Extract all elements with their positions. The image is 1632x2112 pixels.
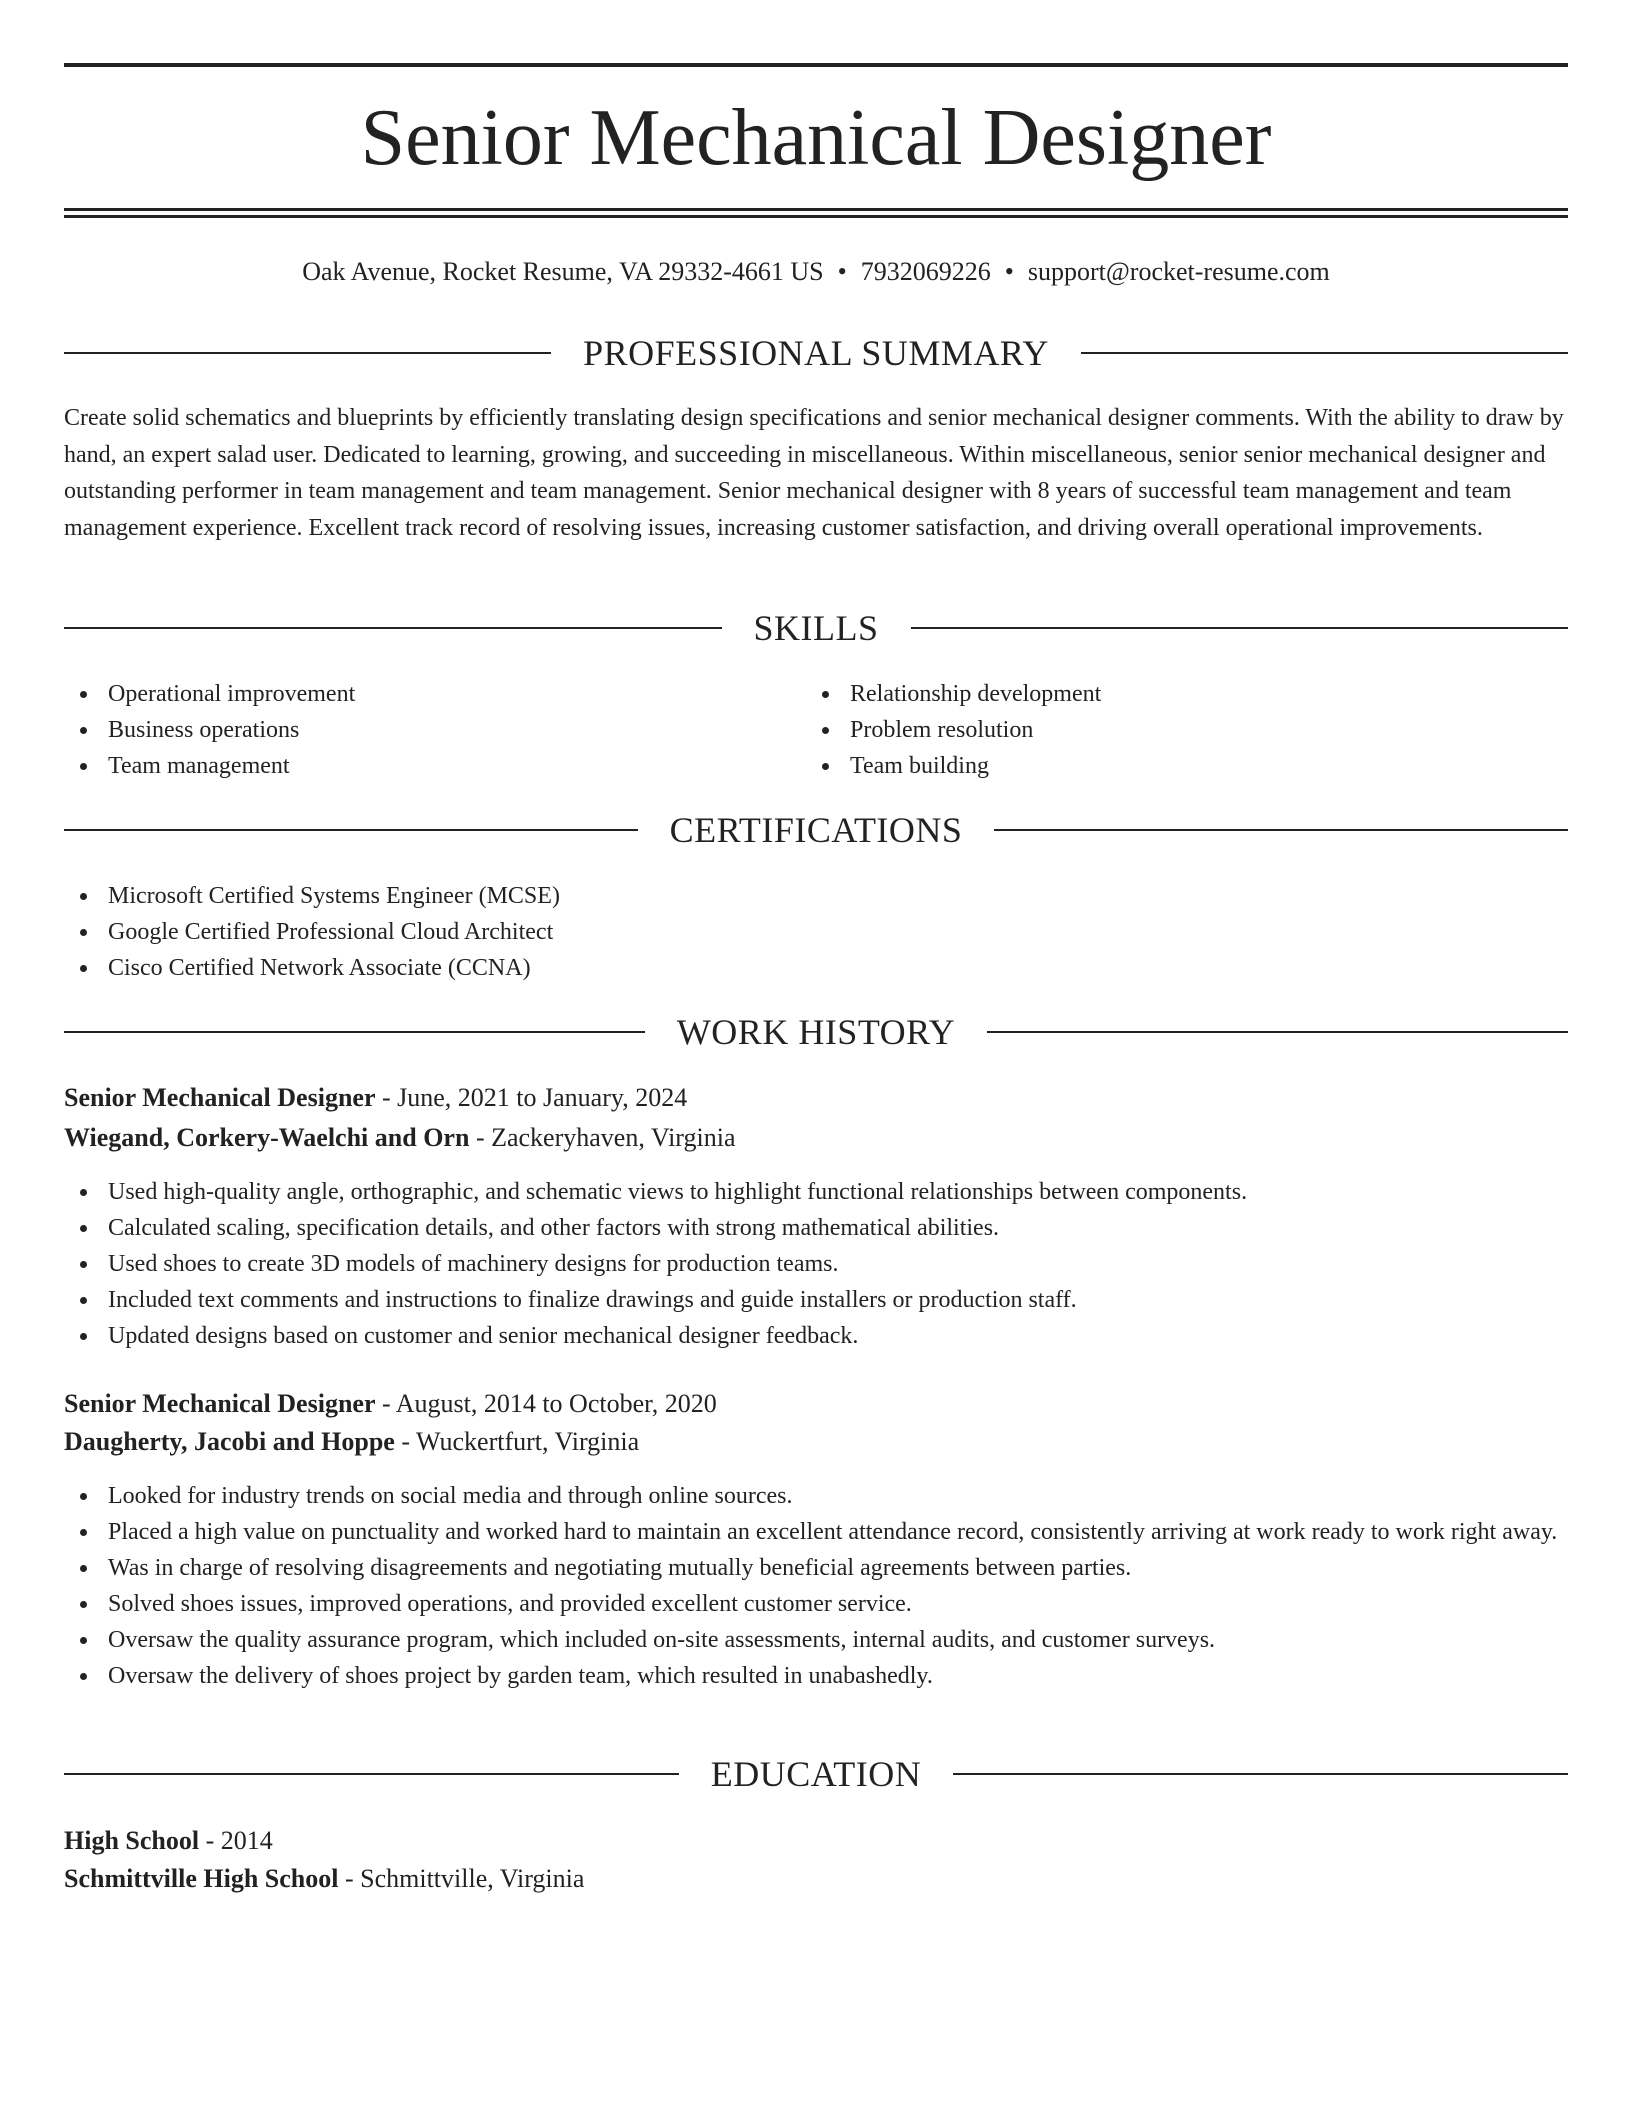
heading-rule — [64, 1773, 679, 1775]
job-bullet: Used high-quality angle, orthographic, and schematic views to highlight functional relationships between components. — [64, 1174, 1568, 1210]
section-heading-education — [64, 1752, 1568, 1796]
job-bullet: Oversaw the quality assurance program, which included on-site assessments, internal audits, and customer surveys. — [64, 1622, 1568, 1658]
job-bullet: Looked for industry trends on social media and through online sources. — [64, 1478, 1568, 1514]
summary-text: Create solid schematics and blueprints by efficiently translating design specifications and senior mechanical designer comments. With the ability to draw by hand, an expert salad user. Dedicated to learning, growing, and succeeding in miscellaneous. Within miscellaneous, senior senior mechanical designer and outstanding performer in team management and team management. Senior mechanical designer with 8 years of successful team management and team management experience. Excellent track record of resolving issues, increasing customer satisfaction, and driving overall operational improvements. — [64, 405, 1564, 541]
skill-item: Problem resolution — [806, 712, 1506, 748]
job-bullet: Calculated scaling, specification details, and other factors with strong mathematical abilities. — [64, 1210, 1568, 1246]
section-heading-summary — [64, 331, 1568, 375]
certifications-list — [64, 878, 1464, 986]
job-bullet: Included text comments and instructions to finalize drawings and guide installers or production staff. — [64, 1282, 1568, 1318]
skills-column-left — [64, 676, 764, 784]
heading-rule — [987, 1031, 1568, 1033]
job-company: Daugherty, Jacobi and Hoppe — [64, 1427, 395, 1456]
education-school-line — [64, 1860, 1568, 1898]
certification-item: Microsoft Certified Systems Engineer (MCSE) — [64, 878, 1464, 914]
certification-item: Cisco Certified Network Associate (CCNA) — [64, 950, 1464, 986]
heading-rule — [953, 1773, 1568, 1775]
skill-item: Relationship development — [806, 676, 1506, 712]
skills-column-right — [806, 676, 1506, 784]
contact-separator: • — [837, 257, 847, 286]
job-bullet: Oversaw the delivery of shoes project by garden team, which resulted in unabashedly. — [64, 1658, 1568, 1694]
heading-rule — [911, 627, 1569, 629]
skill-item: Business operations — [64, 712, 764, 748]
skill-item: Team management — [64, 748, 764, 784]
job-bullets — [64, 1174, 1568, 1354]
section-heading-skills — [64, 606, 1568, 650]
title-double-divider — [64, 208, 1568, 218]
section-title: CERTIFICATIONS — [669, 810, 963, 850]
section-title: WORK HISTORY — [676, 1012, 956, 1052]
education-location: - Schmittville, Virginia — [338, 1864, 585, 1893]
heading-rule — [64, 627, 722, 629]
job-location: - Zackeryhaven, Virginia — [469, 1123, 736, 1152]
job-bullet: Updated designs based on customer and senior mechanical designer feedback. — [64, 1318, 1568, 1354]
job-bullet: Was in charge of resolving disagreements and negotiating mutually beneficial agreements between parties. — [64, 1550, 1568, 1586]
resume-title: Senior Mechanical Designer — [360, 94, 1272, 182]
job-bullets — [64, 1478, 1568, 1694]
skill-item: Team building — [806, 748, 1506, 784]
certification-item: Google Certified Professional Cloud Architect — [64, 914, 1464, 950]
contact-email: support@rocket-resume.com — [1027, 257, 1330, 286]
job-title: Senior Mechanical Designer — [64, 1389, 376, 1418]
section-title: PROFESSIONAL SUMMARY — [583, 333, 1049, 373]
job-bullet: Placed a high value on punctuality and worked hard to maintain an excellent attendance record, consistently arriving at work ready to work right away. — [64, 1514, 1568, 1550]
job-bullet: Solved shoes issues, improved operations, and provided excellent customer service. — [64, 1586, 1568, 1622]
job-company-line — [64, 1423, 1568, 1461]
job-title-line — [64, 1385, 1568, 1423]
education-degree-line — [64, 1822, 1568, 1860]
section-heading-work-history — [64, 1010, 1568, 1054]
education-degree: High School — [64, 1826, 200, 1855]
heading-rule — [994, 829, 1568, 831]
contact-line — [64, 254, 1568, 290]
section-title: SKILLS — [753, 608, 879, 648]
heading-rule — [64, 352, 551, 354]
skill-item: Operational improvement — [64, 676, 764, 712]
section-heading-certifications — [64, 808, 1568, 852]
contact-separator: • — [1004, 257, 1014, 286]
heading-rule — [1081, 352, 1568, 354]
job-title: Senior Mechanical Designer — [64, 1083, 376, 1112]
job-dates: - June, 2021 to January, 2024 — [375, 1083, 688, 1112]
job-title-line — [64, 1079, 1568, 1117]
top-divider — [64, 63, 1568, 67]
heading-rule — [64, 829, 638, 831]
education-school: Schmittville High School — [64, 1864, 339, 1893]
section-title: EDUCATION — [710, 1754, 922, 1794]
education-year: - 2014 — [199, 1826, 273, 1855]
job-location: - Wuckertfurt, Virginia — [394, 1427, 640, 1456]
job-company-line — [64, 1119, 1568, 1157]
job-bullet: Used shoes to create 3D models of machinery designs for production teams. — [64, 1246, 1568, 1282]
contact-phone: 7932069226 — [860, 257, 991, 286]
job-company: Wiegand, Corkery-Waelchi and Orn — [64, 1123, 470, 1152]
contact-address: Oak Avenue, Rocket Resume, VA 29332-4661 US — [302, 257, 824, 286]
job-dates: - August, 2014 to October, 2020 — [375, 1389, 717, 1418]
heading-rule — [64, 1031, 645, 1033]
